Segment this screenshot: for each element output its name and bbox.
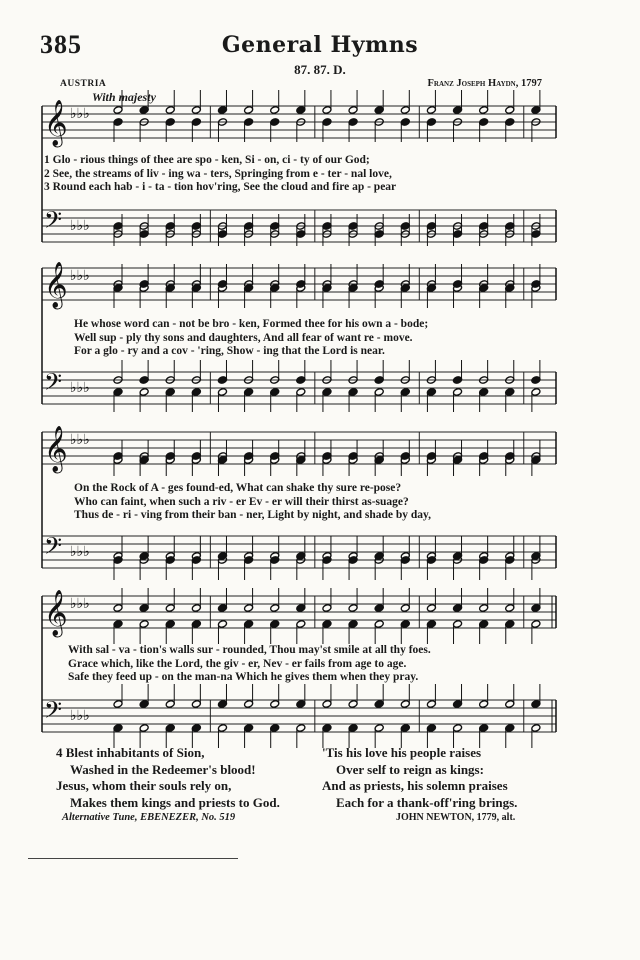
note-head-icon	[270, 106, 280, 115]
note-head-icon	[400, 388, 410, 397]
note-head-icon	[296, 376, 306, 385]
note-head-icon	[400, 724, 410, 733]
note-head-icon	[113, 620, 123, 629]
note-head-icon	[348, 700, 358, 709]
note-head-icon	[374, 106, 384, 115]
stanza-line: Over self to reign as kings:	[336, 761, 484, 777]
note-head-icon	[479, 724, 489, 733]
note-head-icon	[505, 222, 515, 231]
note-head-icon	[479, 222, 489, 231]
note-head-icon	[165, 724, 175, 733]
note-head-icon	[296, 106, 306, 115]
alternative-tune: Alternative Tune, EBENEZER, No. 519	[62, 812, 236, 823]
bass-clef-icon: 𝄢	[44, 368, 63, 401]
lyric-line: 3 Round each hab - i - ta - tion hov'ring, See the cloud and fire ap - pear	[44, 181, 397, 193]
note-head-icon	[348, 620, 358, 629]
note-head-icon	[531, 230, 541, 239]
note-head-icon	[505, 620, 515, 629]
stanza-line: 4 Blest inhabitants of Sion,	[56, 745, 205, 760]
note-head-icon	[244, 700, 254, 709]
note-head-icon	[531, 106, 541, 115]
lyric-line: Safe they feed up - on the man-na Which he gives them when they pray.	[68, 671, 419, 683]
note-head-icon	[531, 388, 541, 397]
hymn-number: 385	[40, 30, 82, 59]
note-head-icon	[505, 700, 515, 709]
note-head-icon	[113, 106, 123, 115]
flat-icon: ♭♭♭	[70, 432, 90, 448]
note-head-icon	[479, 106, 489, 115]
note-head-icon	[139, 620, 149, 629]
tune-name: AUSTRIA	[60, 79, 107, 89]
lyric-line: Well sup - ply thy sons and daughters, And all fear of want re - move.	[74, 331, 413, 344]
note-head-icon	[191, 106, 201, 115]
note-head-icon	[270, 620, 280, 629]
note-head-icon	[296, 700, 306, 709]
note-head-icon	[531, 724, 541, 733]
note-head-icon	[479, 620, 489, 629]
note-head-icon	[348, 388, 358, 397]
lyric-line: For a glo - ry and a cov - 'ring, Show - ing that the Lord is near.	[74, 345, 385, 357]
note-head-icon	[165, 604, 175, 613]
lyric-line: Grace which, like the Lord, the giv - er, Nev - er fails from age to age.	[68, 657, 407, 670]
note-head-icon	[139, 388, 149, 397]
bass-clef-icon: 𝄢	[44, 532, 63, 565]
note-head-icon	[244, 620, 254, 629]
stanza-line: Makes them kings and priests to God.	[70, 794, 280, 810]
note-head-icon	[139, 724, 149, 733]
note-head-icon	[296, 724, 306, 733]
lyric-line: Who can faint, when such a riv - er Ev - er will their thirst as-suage?	[74, 495, 409, 508]
note-head-icon	[531, 376, 541, 385]
note-head-icon	[139, 230, 149, 239]
note-head-icon	[348, 222, 358, 231]
note-head-icon	[139, 604, 149, 613]
stanza-line: Each for a thank-off'ring brings.	[336, 794, 518, 810]
lyric-line: On the Rock of A - ges found-ed, What can shake thy sure re-pose?	[74, 482, 402, 494]
note-head-icon	[453, 106, 463, 115]
note-head-icon	[322, 222, 332, 231]
flat-icon: ♭♭♭	[70, 218, 90, 234]
text-author: JOHN NEWTON, 1779, alt.	[396, 812, 516, 823]
note-head-icon	[479, 700, 489, 709]
note-head-icon	[270, 604, 280, 613]
note-head-icon	[505, 604, 515, 613]
note-head-icon	[348, 724, 358, 733]
note-head-icon	[348, 106, 358, 115]
bass-clef-icon: 𝄢	[44, 696, 63, 729]
stanza-line: 'Tis his love his people raises	[322, 745, 482, 760]
lyrics-system-3	[74, 482, 584, 523]
note-head-icon	[453, 230, 463, 239]
note-head-icon	[217, 700, 227, 709]
note-head-icon	[453, 376, 463, 385]
note-head-icon	[400, 222, 410, 231]
note-head-icon	[191, 222, 201, 231]
note-head-icon	[217, 724, 227, 733]
note-head-icon	[374, 604, 384, 613]
note-head-icon	[191, 700, 201, 709]
note-head-icon	[165, 700, 175, 709]
stanza-line: Jesus, whom their souls rely on,	[56, 778, 232, 793]
note-head-icon	[453, 700, 463, 709]
note-head-icon	[400, 620, 410, 629]
note-head-icon	[453, 724, 463, 733]
note-head-icon	[426, 222, 436, 231]
stanza-4-left	[56, 745, 280, 811]
note-head-icon	[296, 388, 306, 397]
note-head-icon	[191, 724, 201, 733]
note-head-icon	[374, 724, 384, 733]
note-head-icon	[531, 700, 541, 709]
note-head-icon	[426, 388, 436, 397]
treble-clef-icon: 𝄞	[44, 262, 68, 308]
note-head-icon	[374, 376, 384, 385]
note-head-icon	[453, 388, 463, 397]
note-head-icon	[322, 388, 332, 397]
note-head-icon	[191, 118, 201, 127]
meter: 87. 87. D.	[294, 62, 346, 77]
note-head-icon	[505, 118, 515, 127]
note-head-icon	[244, 106, 254, 115]
treble-clef-icon: 𝄞	[44, 590, 68, 636]
note-head-icon	[348, 118, 358, 127]
flat-icon: ♭♭♭	[70, 106, 90, 122]
note-head-icon	[270, 222, 280, 231]
note-head-icon	[322, 724, 332, 733]
note-head-icon	[531, 620, 541, 629]
treble-clef-icon: 𝄞	[44, 100, 68, 146]
note-head-icon	[426, 106, 436, 115]
note-head-icon	[322, 106, 332, 115]
note-head-icon	[453, 620, 463, 629]
note-head-icon	[113, 118, 123, 127]
composer: Franz Joseph Haydn, 1797	[427, 78, 542, 89]
footer-rule	[28, 858, 238, 859]
bass-clef-icon: 𝄢	[44, 206, 63, 239]
note-head-icon	[113, 700, 123, 709]
note-head-icon	[374, 700, 384, 709]
note-head-icon	[400, 604, 410, 613]
flat-icon: ♭♭♭	[70, 708, 90, 724]
note-head-icon	[113, 222, 123, 231]
note-head-icon	[139, 376, 149, 385]
note-head-icon	[217, 620, 227, 629]
stanza-4-right	[322, 745, 517, 811]
note-head-icon	[322, 118, 332, 127]
note-head-icon	[270, 388, 280, 397]
note-head-icon	[426, 604, 436, 613]
note-head-icon	[244, 388, 254, 397]
note-head-icon	[296, 604, 306, 613]
note-head-icon	[322, 700, 332, 709]
note-head-icon	[165, 388, 175, 397]
note-head-icon	[505, 106, 515, 115]
note-head-icon	[217, 604, 227, 613]
section-title: General Hymns	[221, 32, 419, 58]
note-head-icon	[400, 106, 410, 115]
note-head-icon	[479, 118, 489, 127]
note-head-icon	[426, 700, 436, 709]
tempo-marking: With majesty	[92, 90, 156, 104]
flat-icon: ♭♭♭	[70, 380, 90, 396]
note-head-icon	[217, 106, 227, 115]
note-head-icon	[139, 106, 149, 115]
note-head-icon	[113, 388, 123, 397]
flat-icon: ♭♭♭	[70, 268, 90, 284]
note-head-icon	[165, 222, 175, 231]
note-head-icon	[374, 230, 384, 239]
note-head-icon	[426, 620, 436, 629]
note-head-icon	[113, 604, 123, 613]
note-head-icon	[270, 724, 280, 733]
lyric-line: With sal - va - tion's walls sur - rounded, Thou may'st smile at all thy foes.	[68, 644, 431, 656]
note-head-icon	[505, 388, 515, 397]
note-head-icon	[244, 604, 254, 613]
stanza-line: Washed in the Redeemer's blood!	[70, 761, 256, 777]
note-head-icon	[217, 230, 227, 239]
lyric-line: 2 See, the streams of liv - ing wa - ters, Springing from e - ter - nal love,	[44, 167, 392, 180]
note-head-icon	[374, 620, 384, 629]
flat-icon: ♭♭♭	[70, 544, 90, 560]
lyrics-system-4	[68, 644, 578, 685]
lyric-line: 1 Glo - rious things of thee are spo - ken, Si - on, ci - ty of our God;	[44, 154, 370, 166]
stanza-line: And as priests, his solemn praises	[322, 778, 508, 793]
note-head-icon	[296, 620, 306, 629]
lyrics-system-1	[44, 154, 554, 195]
note-head-icon	[165, 106, 175, 115]
note-head-icon	[270, 118, 280, 127]
lyric-line: Thus de - ri - ving from their ban - ner, Light by night, and shade by day,	[74, 509, 432, 521]
note-head-icon	[505, 724, 515, 733]
note-head-icon	[139, 700, 149, 709]
note-head-icon	[322, 620, 332, 629]
note-head-icon	[531, 604, 541, 613]
note-head-icon	[217, 376, 227, 385]
note-head-icon	[479, 388, 489, 397]
note-head-icon	[244, 724, 254, 733]
flat-icon: ♭♭♭	[70, 596, 90, 612]
treble-clef-icon: 𝄞	[44, 426, 68, 472]
note-head-icon	[426, 118, 436, 127]
note-head-icon	[322, 604, 332, 613]
lyrics-system-2	[74, 318, 584, 359]
lyric-line: He whose word can - not be bro - ken, Formed thee for his own a - bode;	[74, 318, 429, 330]
note-head-icon	[426, 724, 436, 733]
note-head-icon	[217, 388, 227, 397]
note-head-icon	[165, 118, 175, 127]
note-head-icon	[400, 700, 410, 709]
note-head-icon	[296, 230, 306, 239]
note-head-icon	[453, 604, 463, 613]
note-head-icon	[348, 604, 358, 613]
note-head-icon	[270, 700, 280, 709]
note-head-icon	[244, 222, 254, 231]
note-head-icon	[191, 388, 201, 397]
note-head-icon	[479, 604, 489, 613]
note-head-icon	[191, 620, 201, 629]
note-head-icon	[374, 388, 384, 397]
note-head-icon	[244, 118, 254, 127]
note-head-icon	[113, 724, 123, 733]
note-head-icon	[191, 604, 201, 613]
note-head-icon	[165, 620, 175, 629]
note-head-icon	[400, 118, 410, 127]
